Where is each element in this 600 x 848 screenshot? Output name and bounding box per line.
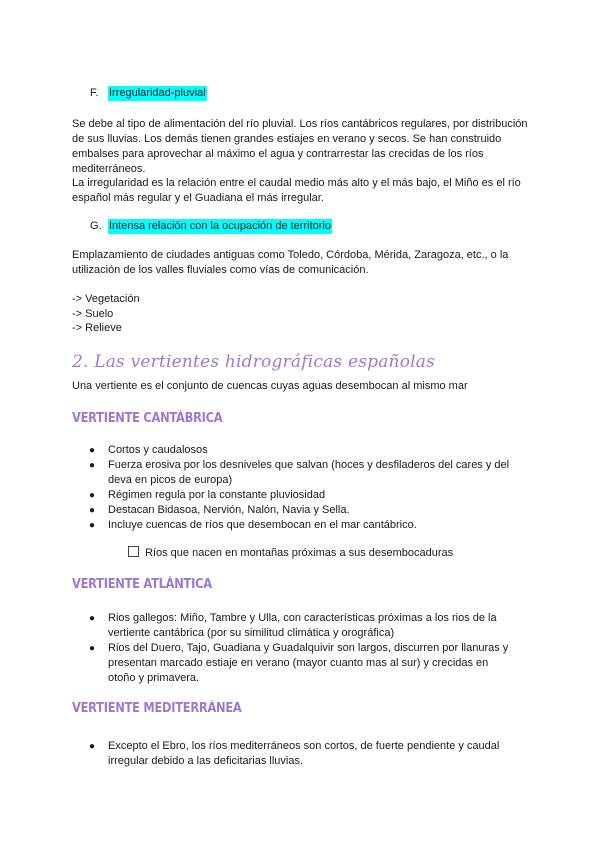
list-item: ● Cortos y caudalosos [89, 444, 208, 456]
list-item: ● Incluye cuencas de ríos que desembocan en el mar cantábrico. [89, 519, 417, 531]
bullet-list [0, 739, 600, 769]
section-heading: VERTIENTE ATLÁNTICA [72, 577, 212, 592]
list-letter: G. [90, 220, 102, 232]
checkbox-icon[interactable] [128, 546, 139, 557]
bullet-list [0, 611, 600, 686]
highlighted-label: Intensa relación con la ocupación de territorio [109, 220, 331, 232]
arrow-line: -> Relieve [72, 322, 122, 334]
highlighted-label: Irregularidad-pluvial [109, 87, 206, 99]
bullet-icon: ● [89, 445, 96, 456]
section-heading: VERTIENTE CANTÁBRICA [72, 411, 223, 426]
paragraph: Emplazamiento de ciudades antiguas como Toledo, Córdoba, Mérida, Zaragoza, etc., o la utilización de los valles fluviales como vías de comunicación. [72, 249, 509, 276]
checkbox-label: Ríos que nacen en montañas próximas a sus desembocaduras [145, 547, 454, 559]
bullet-icon: ● [89, 741, 96, 752]
list-item: ● Rios gallegos: Miño, Tambre y Ulla, con características próximas a los rios de la vertiente cantábrica (por su similitud climática y orográfica) [89, 612, 497, 639]
section-title: 2. Las vertientes hidrográficas españolas [72, 352, 436, 372]
list-item: ● Régimen regula por la constante pluviosidad [89, 489, 326, 501]
bullet-icon: ● [89, 520, 96, 531]
list-item: ● Fuerza erosiva por los desniveles que salvan (hoces y desfiladeros del cares y del deva en picos de europa) [89, 459, 510, 486]
arrow-line: -> Vegetación [72, 293, 140, 305]
bullet-icon: ● [89, 490, 96, 501]
bullet-icon: ● [89, 460, 96, 471]
section-heading: VERTIENTE MEDITERRÁNEA [72, 701, 242, 716]
bullet-list [0, 443, 600, 533]
paragraph: Una vertiente es el conjunto de cuencas cuyas aguas desembocan al mismo mar [72, 380, 468, 392]
checkbox-item[interactable] [128, 546, 453, 561]
bullet-icon: ● [89, 613, 96, 624]
arrow-line: -> Suelo [72, 308, 114, 320]
list-letter: F. [90, 87, 99, 99]
list-item: ● Excepto el Ebro, los ríos mediterráneos son cortos, de fuerte pendiente y caudal irregular debido a las deficitarias lluvias. [89, 740, 500, 767]
list-item: ● Rios del Duero, Tajo, Guadiana y Guadalquivir son largos, discurren por llanuras y presentan marcado estiaje en verano (mayor cuanto mas al sur) y crecidas en otoño y primavera. [89, 642, 509, 684]
paragraph: Se debe al tipo de alimentación del río pluvial. Los ríos cantábricos regulares, por distribución de sus lluvias. Los demás tienen grandes estiajes en verano y secos. Se han construido embalses para aprovechar al máximo el agua y contrarrestar las crecidas de los ríos mediterráneos. [72, 118, 528, 175]
list-item: ● Destacan Bidasoa, Nervión, Nalón, Navia y Sella. [89, 504, 350, 516]
bullet-icon: ● [89, 505, 96, 516]
paragraph: La irregularidad es la relación entre el caudal medio más alto y el más bajo, el Miño es el río español más regular y el Guadiana el más irregular. [72, 177, 521, 204]
bullet-icon: ● [89, 643, 96, 654]
